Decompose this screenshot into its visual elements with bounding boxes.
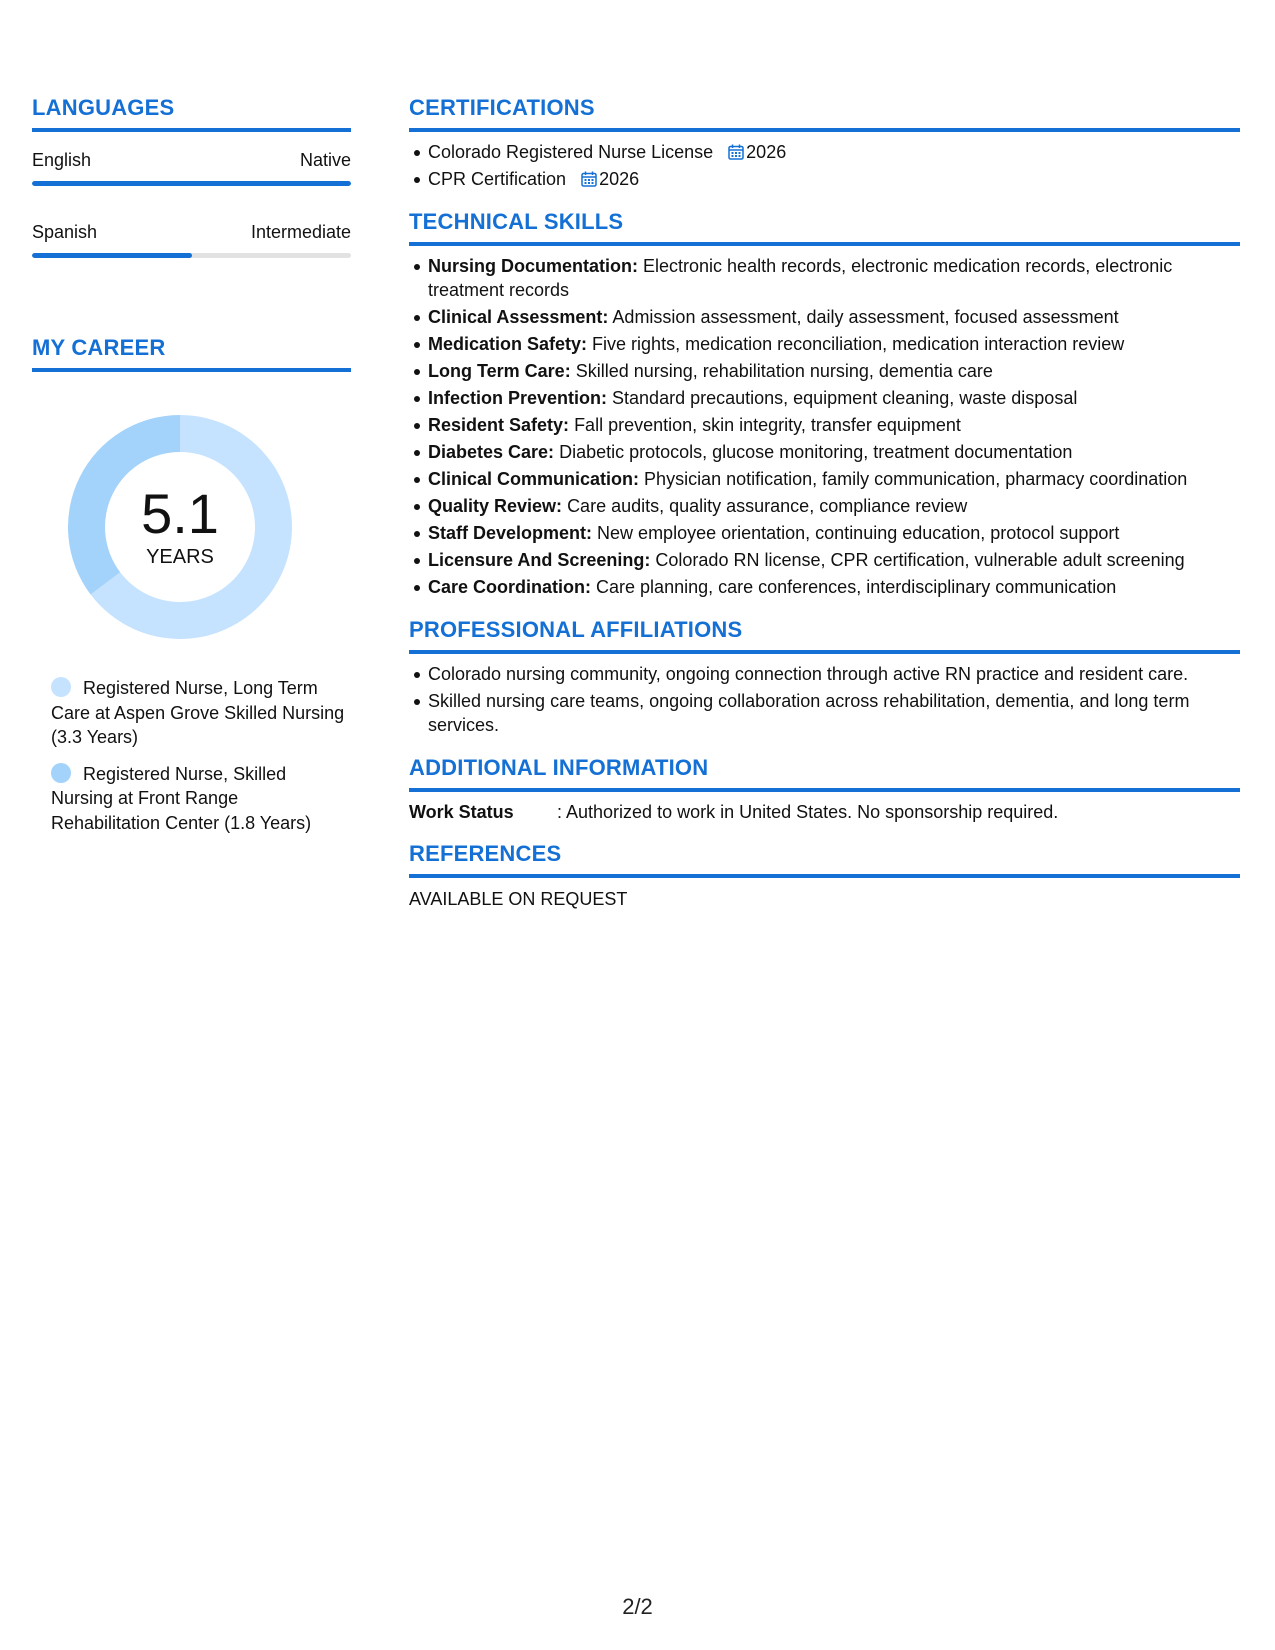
skill-text: Skilled nursing, rehabilitation nursing, dementia care (575, 361, 993, 381)
skill-item (428, 305, 1240, 330)
language-proficiency-bar (32, 253, 351, 258)
career-job-label: Registered Nurse, Long Term Care at Aspen Grove Skilled Nursing (3.3 Years) (51, 678, 345, 747)
skill-text: Care planning, care conferences, interdisciplinary communication (596, 577, 1117, 597)
language-name: Spanish (32, 222, 98, 242)
skill-label: Clinical Communication: (428, 469, 640, 489)
affiliations-list (409, 662, 1240, 738)
language-name: English (32, 150, 92, 170)
career-legend-item (51, 762, 351, 836)
work-status-row (409, 800, 1240, 824)
skill-label: Staff Development: (428, 523, 593, 543)
skill-text: Five rights, medication reconciliation, medication interaction review (592, 334, 1125, 354)
languages-heading: LANGUAGES (32, 94, 351, 132)
certification-name: CPR Certification (428, 169, 567, 189)
references-text: AVAILABLE ON REQUEST (409, 888, 628, 909)
affiliation-item: Colorado nursing community, ongoing connection through active RN practice and resident care. (428, 662, 1240, 687)
career-legend (32, 676, 351, 835)
career-total-unit: YEARS (146, 546, 214, 568)
skill-label: Medication Safety: (428, 334, 588, 354)
skill-item (428, 494, 1240, 519)
language-proficiency-bar (32, 181, 351, 186)
work-status-value: : Authorized to work in United States. No sponsorship required. (557, 801, 1059, 822)
skill-text: New employee orientation, continuing education, protocol support (597, 523, 1120, 543)
career-donut-chart (67, 414, 293, 640)
additional-info-heading: ADDITIONAL INFORMATION (409, 754, 1240, 792)
skill-text: Colorado RN license, CPR certification, vulnerable adult screening (655, 550, 1185, 570)
calendar-icon (728, 144, 744, 160)
skill-label: Quality Review: (428, 496, 563, 516)
skill-item (428, 386, 1240, 411)
skill-text: Physician notification, family communication, pharmacy coordination (644, 469, 1188, 489)
skill-label: Long Term Care: (428, 361, 571, 381)
skill-label: Resident Safety: (428, 415, 570, 435)
right-column (409, 94, 1240, 911)
skill-text: Standard precautions, equipment cleaning, waste disposal (612, 388, 1078, 408)
skill-item (428, 413, 1240, 438)
donut-center (67, 414, 293, 640)
language-proficiency-fill (32, 181, 351, 186)
skill-label: Licensure And Screening: (428, 550, 651, 570)
calendar-icon (581, 171, 597, 187)
skill-text: Admission assessment, daily assessment, focused assessment (612, 307, 1119, 327)
language-proficiency-fill (32, 253, 192, 258)
skill-text: Electronic health records, electronic medication records, electronic treatment records (428, 255, 1173, 300)
skill-item (428, 440, 1240, 465)
skill-item (428, 575, 1240, 600)
certification-item (428, 167, 1240, 192)
work-status-key: Work Status (409, 801, 514, 822)
legend-dot-icon (51, 677, 71, 697)
certification-year: 2026 (746, 142, 787, 162)
legend-dot-icon (51, 763, 71, 783)
skill-label: Nursing Documentation: (428, 255, 638, 276)
skill-item (428, 332, 1240, 357)
skill-text: Diabetic protocols, glucose monitoring, treatment documentation (559, 442, 1073, 462)
certifications-heading: CERTIFICATIONS (409, 94, 1240, 132)
skill-text: Fall prevention, skin integrity, transfer equipment (574, 415, 961, 435)
career-heading: MY CAREER (32, 334, 351, 372)
skill-item (428, 359, 1240, 384)
skill-item (428, 548, 1240, 573)
career-legend-item (51, 676, 351, 750)
page-number: 2/2 (622, 1594, 653, 1619)
language-item (32, 148, 351, 186)
language-level: Native (299, 150, 351, 170)
references-heading: REFERENCES (409, 840, 1240, 878)
technical-skills-heading: TECHNICAL SKILLS (409, 208, 1240, 246)
career-total-years: 5.1 (141, 482, 219, 545)
skill-label: Infection Prevention: (428, 388, 608, 408)
skill-label: Clinical Assessment: (428, 307, 609, 327)
skill-label: Diabetes Care: (428, 442, 555, 462)
language-level: Intermediate (250, 222, 351, 242)
technical-skills-list (409, 254, 1240, 600)
left-column (32, 94, 351, 847)
skill-item (428, 467, 1240, 492)
skill-label: Care Coordination: (428, 577, 592, 597)
career-job-label: Registered Nurse, Skilled Nursing at Front Range Rehabilitation Center (1.8 Years) (51, 763, 312, 833)
certification-year: 2026 (599, 169, 640, 189)
affiliations-heading: PROFESSIONAL AFFILIATIONS (409, 616, 1240, 654)
certifications-list (409, 140, 1240, 192)
skill-text: Care audits, quality assurance, compliance review (567, 496, 968, 516)
certification-name: Colorado Registered Nurse License (428, 142, 714, 162)
affiliation-item: Skilled nursing care teams, ongoing collaboration across rehabilitation, dementia, and long term services. (428, 689, 1240, 738)
language-item (32, 220, 351, 258)
certification-item (428, 140, 1240, 165)
skill-item (428, 521, 1240, 546)
skill-item (428, 254, 1240, 303)
